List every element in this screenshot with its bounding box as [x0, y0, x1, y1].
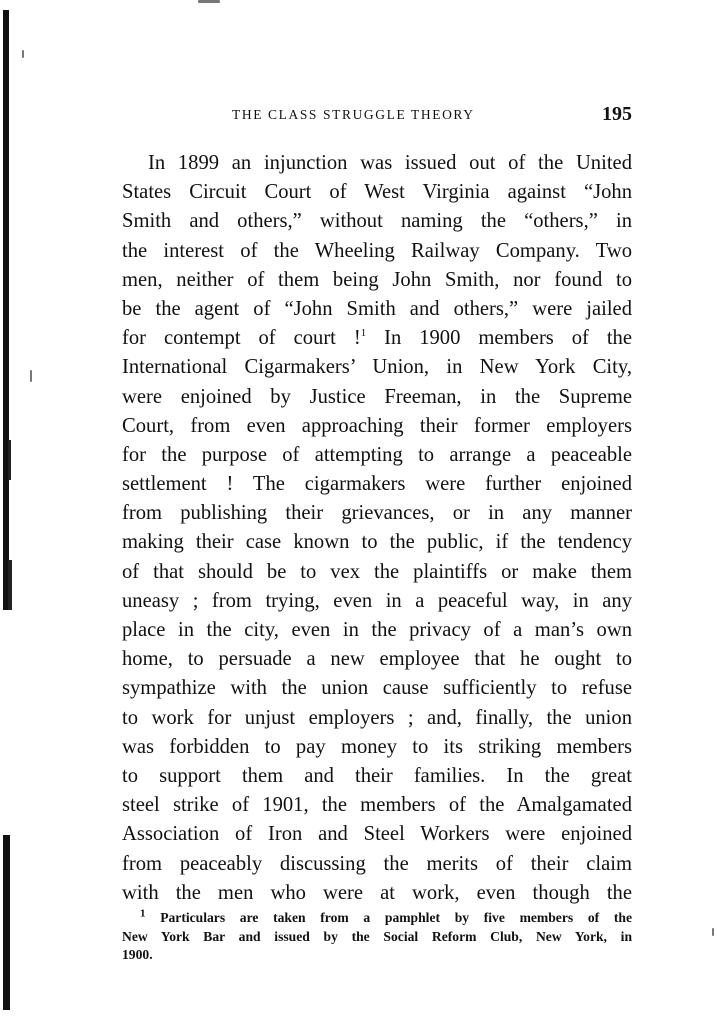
text-line: International Cigarmakers’ Union, in New York City, — [122, 356, 632, 379]
text-line-start: for contempt of court ! — [122, 327, 361, 350]
footnote-line — [122, 909, 632, 928]
text-line: to support them and their families. In the great — [122, 764, 632, 787]
text-line: uneasy ; from trying, even in a peaceful way, in any — [122, 589, 632, 612]
scan-speck — [712, 928, 714, 936]
book-page — [122, 100, 632, 962]
scan-edge-upper — [3, 10, 9, 610]
running-head — [122, 100, 632, 128]
text-line: the interest of the Wheeling Railway Company. Two — [122, 239, 632, 262]
text-line-with-footnote — [122, 324, 632, 353]
scan-edge-mark — [8, 440, 11, 480]
text-line: Smith and others,” without naming the “others,” in — [122, 210, 632, 233]
text-line: In 1899 an injunction was issued out of the United — [148, 152, 632, 174]
text-line: sympathize with the union cause sufficiently to refuse — [122, 677, 632, 700]
scan-edge-shadow — [0, 0, 10, 1036]
text-line: be the agent of “John Smith and others,” were jailed — [122, 297, 632, 320]
scan-speck — [22, 50, 24, 58]
body-text — [122, 149, 632, 908]
text-line-end: In 1900 members of the — [384, 327, 632, 350]
footnote-reference: 1 — [360, 327, 367, 340]
text-line: from peaceably discussing the merits of their claim — [122, 852, 632, 875]
scan-edge-lower — [3, 835, 10, 1010]
running-title: THE CLASS STRUGGLE THEORY — [232, 107, 475, 122]
text-line: place in the city, even in the privacy of a man’s own — [122, 619, 632, 641]
footnote-marker: 1 — [140, 907, 146, 920]
text-line: Association of Iron and Steel Workers were enjoined — [122, 823, 632, 846]
text-line: settlement ! The cigarmakers were further enjoined — [122, 473, 632, 496]
scan-speck — [198, 0, 220, 3]
text-line: of that should be to vex the plaintiffs or make them — [122, 560, 632, 583]
footnote-line: 1900. — [122, 947, 153, 962]
text-line: Court, from even approaching their former employers — [122, 414, 632, 437]
footnote — [122, 909, 632, 965]
text-line: was forbidden to pay money to its striking members — [122, 735, 632, 758]
text-line: men, neither of them being John Smith, nor found to — [122, 268, 632, 291]
footnote-text: Particulars are taken from a pamphlet by five members of the — [160, 910, 632, 925]
scan-speck — [30, 370, 32, 382]
text-line: to work for unjust employers ; and, finally, the union — [122, 706, 632, 729]
text-line: from publishing their grievances, or in any manner — [122, 502, 632, 525]
scan-edge-mark — [8, 560, 12, 610]
text-line: for the purpose of attempting to arrange a peaceable — [122, 443, 632, 466]
page-number: 195 — [602, 103, 632, 125]
text-line: steel strike of 1901, the members of the Amalgamated — [122, 794, 632, 817]
text-line: States Circuit Court of West Virginia against “John — [122, 181, 632, 204]
footnote-line: New York Bar and issued by the Social Reform Club, New York, in — [122, 928, 632, 944]
text-line: home, to persuade a new employee that he ought to — [122, 648, 632, 671]
text-line: were enjoined by Justice Freeman, in the Supreme — [122, 385, 632, 408]
text-line: making their case known to the public, if the tendency — [122, 531, 632, 554]
text-line: with the men who were at work, even though the — [122, 881, 632, 904]
